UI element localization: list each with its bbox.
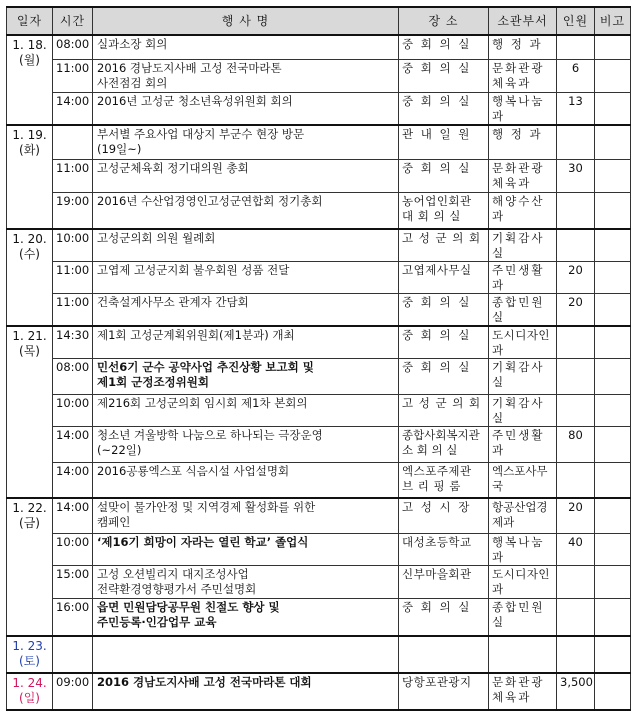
event-cell: 실과소장 회의 [93, 35, 399, 59]
table-row [7, 394, 631, 426]
count-cell: 13 [557, 92, 595, 125]
table-row [7, 598, 631, 636]
count-cell [557, 125, 595, 160]
date-cell [7, 229, 53, 326]
dept-cell: 도시디자인과 [489, 565, 557, 598]
date-cell [7, 498, 53, 636]
time-cell: 14:00 [53, 498, 93, 533]
table-row [7, 229, 631, 262]
header-date: 일자 [7, 7, 53, 35]
time-cell: 14:00 [53, 426, 93, 462]
time-cell: 11:00 [53, 293, 93, 326]
event-cell: 고성 오션빌리지 대지조성사업 전략환경영향평가서 주민설명회 [93, 565, 399, 598]
time-cell: 08:00 [53, 358, 93, 394]
date-label: 1. 20. (수) [12, 231, 47, 261]
event-cell: 청소년 겨울방학 나눔으로 하나되는 극장운영 (~22일) [93, 426, 399, 462]
schedule-table [6, 6, 631, 711]
place-cell: 고 성 시 장 [399, 498, 489, 533]
table-row [7, 35, 631, 59]
count-cell [557, 358, 595, 394]
note-cell [595, 35, 631, 59]
date-cell [7, 673, 53, 710]
time-cell: 16:00 [53, 598, 93, 636]
header-place: 장 소 [399, 7, 489, 35]
note-cell [595, 358, 631, 394]
table-row [7, 92, 631, 125]
dept-cell: 문화관광체육과 [489, 59, 557, 92]
time-cell: 14:00 [53, 92, 93, 125]
table-row [7, 673, 631, 710]
note-cell [595, 193, 631, 229]
place-cell: 중 회 의 실 [399, 598, 489, 636]
table-row [7, 193, 631, 229]
date-label: 1. 22. (금) [12, 501, 47, 530]
place-cell: 중 회 의 실 [399, 92, 489, 125]
event-cell [93, 636, 399, 673]
event-cell: ‘제16기 희망이 자라는 열린 학교’ 졸업식 [93, 533, 399, 565]
note-cell [595, 125, 631, 160]
time-cell: 11:00 [53, 160, 93, 193]
dept-cell: 해양수산과 [489, 193, 557, 229]
event-cell: 설맞이 물가안정 및 지역경제 활성화를 위한 캠페인 [93, 498, 399, 533]
date-cell [7, 125, 53, 229]
event-cell: 고성군체육회 정기대의원 총회 [93, 160, 399, 193]
date-cell [7, 35, 53, 125]
time-cell: 14:00 [53, 462, 93, 498]
table-row [7, 160, 631, 193]
dept-cell: 행 정 과 [489, 125, 557, 160]
note-cell [595, 426, 631, 462]
place-cell: 농어업인회관 대 회 의 실 [399, 193, 489, 229]
event-cell: 읍면 민원담당공무원 친절도 향상 및 주민등록·인감업무 교육 [93, 598, 399, 636]
count-cell: 20 [557, 498, 595, 533]
time-cell [53, 636, 93, 673]
count-cell [557, 229, 595, 262]
count-cell: 6 [557, 59, 595, 92]
event-cell: 2016 경남도지사배 고성 전국마라톤 대회 [93, 673, 399, 710]
event-cell: 제1회 고성군계획위원회(제1분과) 개최 [93, 326, 399, 359]
note-cell [595, 533, 631, 565]
count-cell [557, 193, 595, 229]
dept-cell: 주민생활과 [489, 261, 557, 293]
time-cell: 15:00 [53, 565, 93, 598]
note-cell [595, 293, 631, 326]
time-cell: 11:00 [53, 261, 93, 293]
table-row [7, 462, 631, 498]
table-row [7, 498, 631, 533]
place-cell: 중 회 의 실 [399, 326, 489, 359]
place-cell: 관 내 일 원 [399, 125, 489, 160]
place-cell: 중 회 의 실 [399, 59, 489, 92]
count-cell [557, 326, 595, 359]
place-cell: 중 회 의 실 [399, 358, 489, 394]
count-cell: 40 [557, 533, 595, 565]
event-cell: 2016 경남도지사배 고성 전국마라톤 사전점검 회의 [93, 59, 399, 92]
dept-cell: 행 정 과 [489, 35, 557, 59]
note-cell [595, 565, 631, 598]
note-cell [595, 498, 631, 533]
dept-cell: 행복나눔과 [489, 92, 557, 125]
date-cell [7, 326, 53, 499]
dept-cell: 문화관광체육과 [489, 673, 557, 710]
place-cell: 엑스포주제관 브 리 핑 룸 [399, 462, 489, 498]
dept-cell: 엑스포사무국 [489, 462, 557, 498]
table-row [7, 636, 631, 673]
count-cell: 80 [557, 426, 595, 462]
date-label: 1. 21. (목) [12, 328, 47, 358]
date-label: 1. 18. (월) [12, 38, 47, 67]
place-cell: 중 회 의 실 [399, 293, 489, 326]
place-cell [399, 636, 489, 673]
count-cell: 20 [557, 261, 595, 293]
time-cell: 10:00 [53, 533, 93, 565]
note-cell [595, 160, 631, 193]
event-cell: 2016년 고성군 청소년육성위원회 회의 [93, 92, 399, 125]
event-cell: 2016년 수산업경영인고성군연합회 정기총회 [93, 193, 399, 229]
event-cell: 부서별 주요사업 대상지 부군수 현장 방문 (19일~) [93, 125, 399, 160]
count-cell [557, 394, 595, 426]
time-cell: 10:00 [53, 394, 93, 426]
time-cell: 08:00 [53, 35, 93, 59]
dept-cell: 행복나눔과 [489, 533, 557, 565]
table-row [7, 261, 631, 293]
table-row [7, 293, 631, 326]
dept-cell: 문화관광체육과 [489, 160, 557, 193]
count-cell: 30 [557, 160, 595, 193]
time-cell: 11:00 [53, 59, 93, 92]
place-cell: 고 성 군 의 회 [399, 229, 489, 262]
note-cell [595, 92, 631, 125]
note-cell [595, 462, 631, 498]
note-cell [595, 261, 631, 293]
place-cell: 중 회 의 실 [399, 35, 489, 59]
place-cell: 중 회 의 실 [399, 160, 489, 193]
note-cell [595, 326, 631, 359]
table-row [7, 326, 631, 359]
dept-cell: 기획감사실 [489, 394, 557, 426]
event-cell: 건축설계사무소 관계자 간담회 [93, 293, 399, 326]
time-cell: 10:00 [53, 229, 93, 262]
count-cell: 20 [557, 293, 595, 326]
place-cell: 당항포관광지 [399, 673, 489, 710]
count-cell [557, 565, 595, 598]
dept-cell: 종합민원실 [489, 293, 557, 326]
date-label: 1. 19. (화) [12, 127, 47, 157]
place-cell: 고엽제사무실 [399, 261, 489, 293]
table-row [7, 358, 631, 394]
event-cell: 고성군의회 의원 월례회 [93, 229, 399, 262]
note-cell [595, 229, 631, 262]
date-cell [7, 636, 53, 673]
count-cell [557, 636, 595, 673]
table-row [7, 426, 631, 462]
header-dept: 소관부서 [489, 7, 557, 35]
header-note: 비고 [595, 7, 631, 35]
table-row [7, 59, 631, 92]
place-cell: 고 성 군 의 회 [399, 394, 489, 426]
time-cell: 14:30 [53, 326, 93, 359]
date-label: 1. 23. (토) [12, 639, 47, 668]
place-cell: 종합사회복지관 소 회 의 실 [399, 426, 489, 462]
dept-cell: 도시디자인과 [489, 326, 557, 359]
event-cell: 고엽제 고성군지회 불우회원 성품 전달 [93, 261, 399, 293]
event-cell: 2016공룡엑스포 식음시설 사업설명회 [93, 462, 399, 498]
dept-cell: 종합민원실 [489, 598, 557, 636]
date-label: 1. 24. (일) [12, 676, 47, 705]
header-row [7, 7, 631, 35]
note-cell [595, 59, 631, 92]
count-cell [557, 462, 595, 498]
note-cell [595, 598, 631, 636]
note-cell [595, 394, 631, 426]
note-cell [595, 673, 631, 710]
count-cell [557, 598, 595, 636]
dept-cell: 기획감사실 [489, 229, 557, 262]
time-cell: 09:00 [53, 673, 93, 710]
place-cell: 대성초등학교 [399, 533, 489, 565]
table-row [7, 565, 631, 598]
count-cell [557, 35, 595, 59]
header-time: 시간 [53, 7, 93, 35]
dept-cell: 주민생활과 [489, 426, 557, 462]
note-cell [595, 636, 631, 673]
place-cell: 신부마을회관 [399, 565, 489, 598]
table-row [7, 533, 631, 565]
header-event: 행 사 명 [93, 7, 399, 35]
time-cell: 19:00 [53, 193, 93, 229]
dept-cell: 항공산업경제과 [489, 498, 557, 533]
event-cell: 민선6기 군수 공약사업 추진상황 보고회 및 제1회 군정조정위원회 [93, 358, 399, 394]
dept-cell: 기획감사실 [489, 358, 557, 394]
event-cell: 제216회 고성군의회 임시회 제1차 본회의 [93, 394, 399, 426]
time-cell [53, 125, 93, 160]
header-count: 인원 [557, 7, 595, 35]
count-cell: 3,500 [557, 673, 595, 710]
dept-cell [489, 636, 557, 673]
table-row [7, 125, 631, 160]
